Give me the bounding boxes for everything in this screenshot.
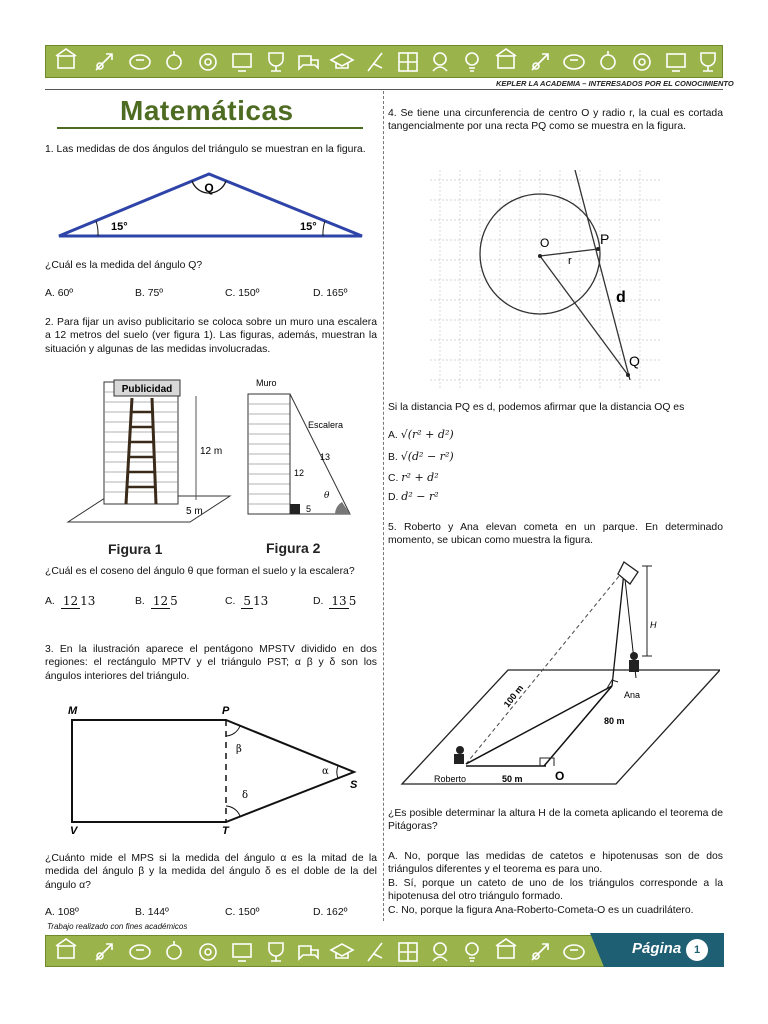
q4-option-a[interactable]: A. √(r² + d²): [388, 428, 454, 441]
q4-label-d: d: [616, 289, 626, 306]
q4-label-p: P: [600, 231, 610, 247]
q3-label-s: S: [350, 779, 358, 791]
footer-banner: [45, 935, 605, 967]
q5-label-hyp: 100 m: [501, 682, 526, 710]
q5-kite-figure: [398, 558, 720, 790]
q5-label-side: 80 m: [604, 716, 625, 726]
q2-fig2-angle: θ: [324, 491, 330, 501]
q5-option-a[interactable]: A. No, porque las medidas de catetos e hipotenusas son de dos triángulos diferentes y el teorema es para uno.: [388, 851, 723, 876]
footer-note: Trabajo realizado con fines académicos: [47, 922, 188, 931]
header-banner: [45, 45, 723, 78]
q3-text: 3. En la ilustración aparece el pentágono MPSTV dividido en dos regiones: el rectángulo MPTV y el triángulo PST; α β y δ son los ángulos interiores del triángulo.: [45, 644, 377, 682]
q1-angle-right: 15°: [300, 221, 317, 233]
decorative-icons-strip: [46, 46, 723, 78]
q1-option-b[interactable]: B. 75º: [135, 288, 164, 299]
q4-option-c[interactable]: C. r² + d²: [388, 471, 439, 484]
q2-figure-2-triangle: [238, 374, 360, 518]
q2-figure-2-caption: Figura 2: [266, 540, 321, 556]
q5-label-base: 50 m: [502, 774, 523, 784]
q5-text: 5. Roberto y Ana elevan cometa en un parque. En determinado momento, se ubican como muestra la figura.: [388, 522, 723, 547]
header-divider: [45, 89, 723, 90]
q2-options: [45, 594, 356, 609]
q2-option-a[interactable]: A. 12 13: [45, 594, 96, 608]
page-title: Matemáticas: [120, 95, 294, 126]
q1-label-q: Q: [204, 181, 214, 195]
q2-fig2-side: 12: [294, 468, 305, 478]
q2-option-d[interactable]: D. 13 5: [313, 594, 357, 608]
q4-label-o: O: [540, 236, 550, 250]
q4-circle-figure: [430, 170, 660, 388]
q3-label-v: V: [70, 825, 78, 836]
q1-triangle-figure: [56, 170, 368, 242]
q4-text: 4. Se tiene una circunferencia de centro O y radio r, la cual es cortada tangencialmente por una recta PQ como se muestra en la figura.: [388, 108, 723, 133]
q1-option-a[interactable]: A. 60º: [45, 288, 74, 299]
q3-label-m: M: [68, 705, 78, 717]
q2-fig1-height: 12 m: [200, 446, 223, 457]
column-divider: [383, 91, 384, 921]
q5-label-ana: Ana: [624, 690, 641, 700]
q2-fig2-hyp: 13: [320, 452, 331, 462]
q3-option-a[interactable]: A. 108º: [45, 907, 79, 918]
q3-option-d[interactable]: D. 162º: [313, 907, 348, 918]
q2-fig2-base: 5: [306, 504, 312, 514]
q2-figure-1-caption: Figura 1: [108, 541, 163, 557]
q2-fig2-wall: Muro: [256, 378, 277, 388]
q2-fig2-ladder: Escalera: [308, 420, 344, 430]
page-number: 1: [686, 939, 708, 961]
q2-option-b[interactable]: B. 12 5: [135, 594, 178, 608]
q5-label-roberto: Roberto: [434, 774, 467, 784]
q1-option-d[interactable]: D. 165º: [313, 288, 348, 299]
q4-label-q: Q: [629, 353, 640, 369]
q1-angle-left: 15°: [111, 221, 128, 233]
q5-option-b[interactable]: B. Sí, porque un cateto de uno de los triángulos corresponde a la hipotenusa del otro triángulo formado.: [388, 878, 723, 903]
page-label: Página: [632, 940, 682, 957]
q1-question: ¿Cuál es la medida del ángulo Q?: [45, 260, 203, 271]
q3-label-alpha: α: [322, 766, 329, 777]
q3-options: [45, 907, 347, 918]
q3-label-p: P: [222, 705, 230, 717]
q3-label-t: T: [222, 825, 229, 836]
q4-option-d[interactable]: D. d² − r²: [388, 490, 439, 503]
q4-label-r: r: [568, 255, 572, 267]
header-subtitle: KEPLER LA ACADEMIA – INTERESADOS POR EL CONOCIMIENTO: [496, 79, 734, 88]
q4-question: Si la distancia PQ es d, podemos afirmar que la distancia OQ es: [388, 402, 685, 413]
q5-label-h: H: [650, 620, 657, 630]
q2-figure-1-wall: [60, 372, 236, 530]
q1-option-c[interactable]: C. 150º: [225, 288, 260, 299]
q2-fig1-base: 5 m: [186, 506, 203, 517]
q3-pentagon-figure: [60, 700, 370, 836]
q3-label-delta: δ: [242, 790, 249, 801]
q1-options: [45, 288, 347, 299]
title-underline: [57, 127, 363, 129]
page-number-tab: [604, 933, 724, 967]
q5-label-o: O: [555, 769, 565, 783]
q2-option-c[interactable]: C. 5 13: [225, 594, 269, 608]
q5-question: ¿Es posible determinar la altura H de la cometa aplicando el teorema de Pitágoras?: [388, 808, 723, 833]
q2-sign-label: Publicidad: [121, 384, 173, 395]
q2-text: 2. Para fijar un aviso publicitario se coloca sobre un muro una escalera a 12 metros del suelo (ver figura 1). Las figuras, además, muestran la situación y algunas de las medidas involucradas.: [45, 317, 377, 355]
q3-question: ¿Cuánto mide el MPS si la medida del ángulo α es la mitad de la medida del ángulo β y la medida del ángulo δ es el doble de la del ángulo α?: [45, 853, 377, 891]
q3-label-beta: β: [236, 744, 242, 755]
q5-option-c[interactable]: C. No, porque la figura Ana-Roberto-Cometa-O es un cuadrilátero.: [388, 905, 694, 916]
q1-text: 1. Las medidas de dos ángulos del triángulo se muestran en la figura.: [45, 144, 366, 155]
footer-icons-strip: [46, 936, 605, 967]
q3-option-c[interactable]: C. 150º: [225, 907, 260, 918]
q2-question: ¿Cuál es el coseno del ángulo θ que forman el suelo y la escalera?: [45, 566, 355, 577]
q3-option-b[interactable]: B. 144º: [135, 907, 169, 918]
q4-option-b[interactable]: B. √(d² − r²): [388, 450, 454, 463]
